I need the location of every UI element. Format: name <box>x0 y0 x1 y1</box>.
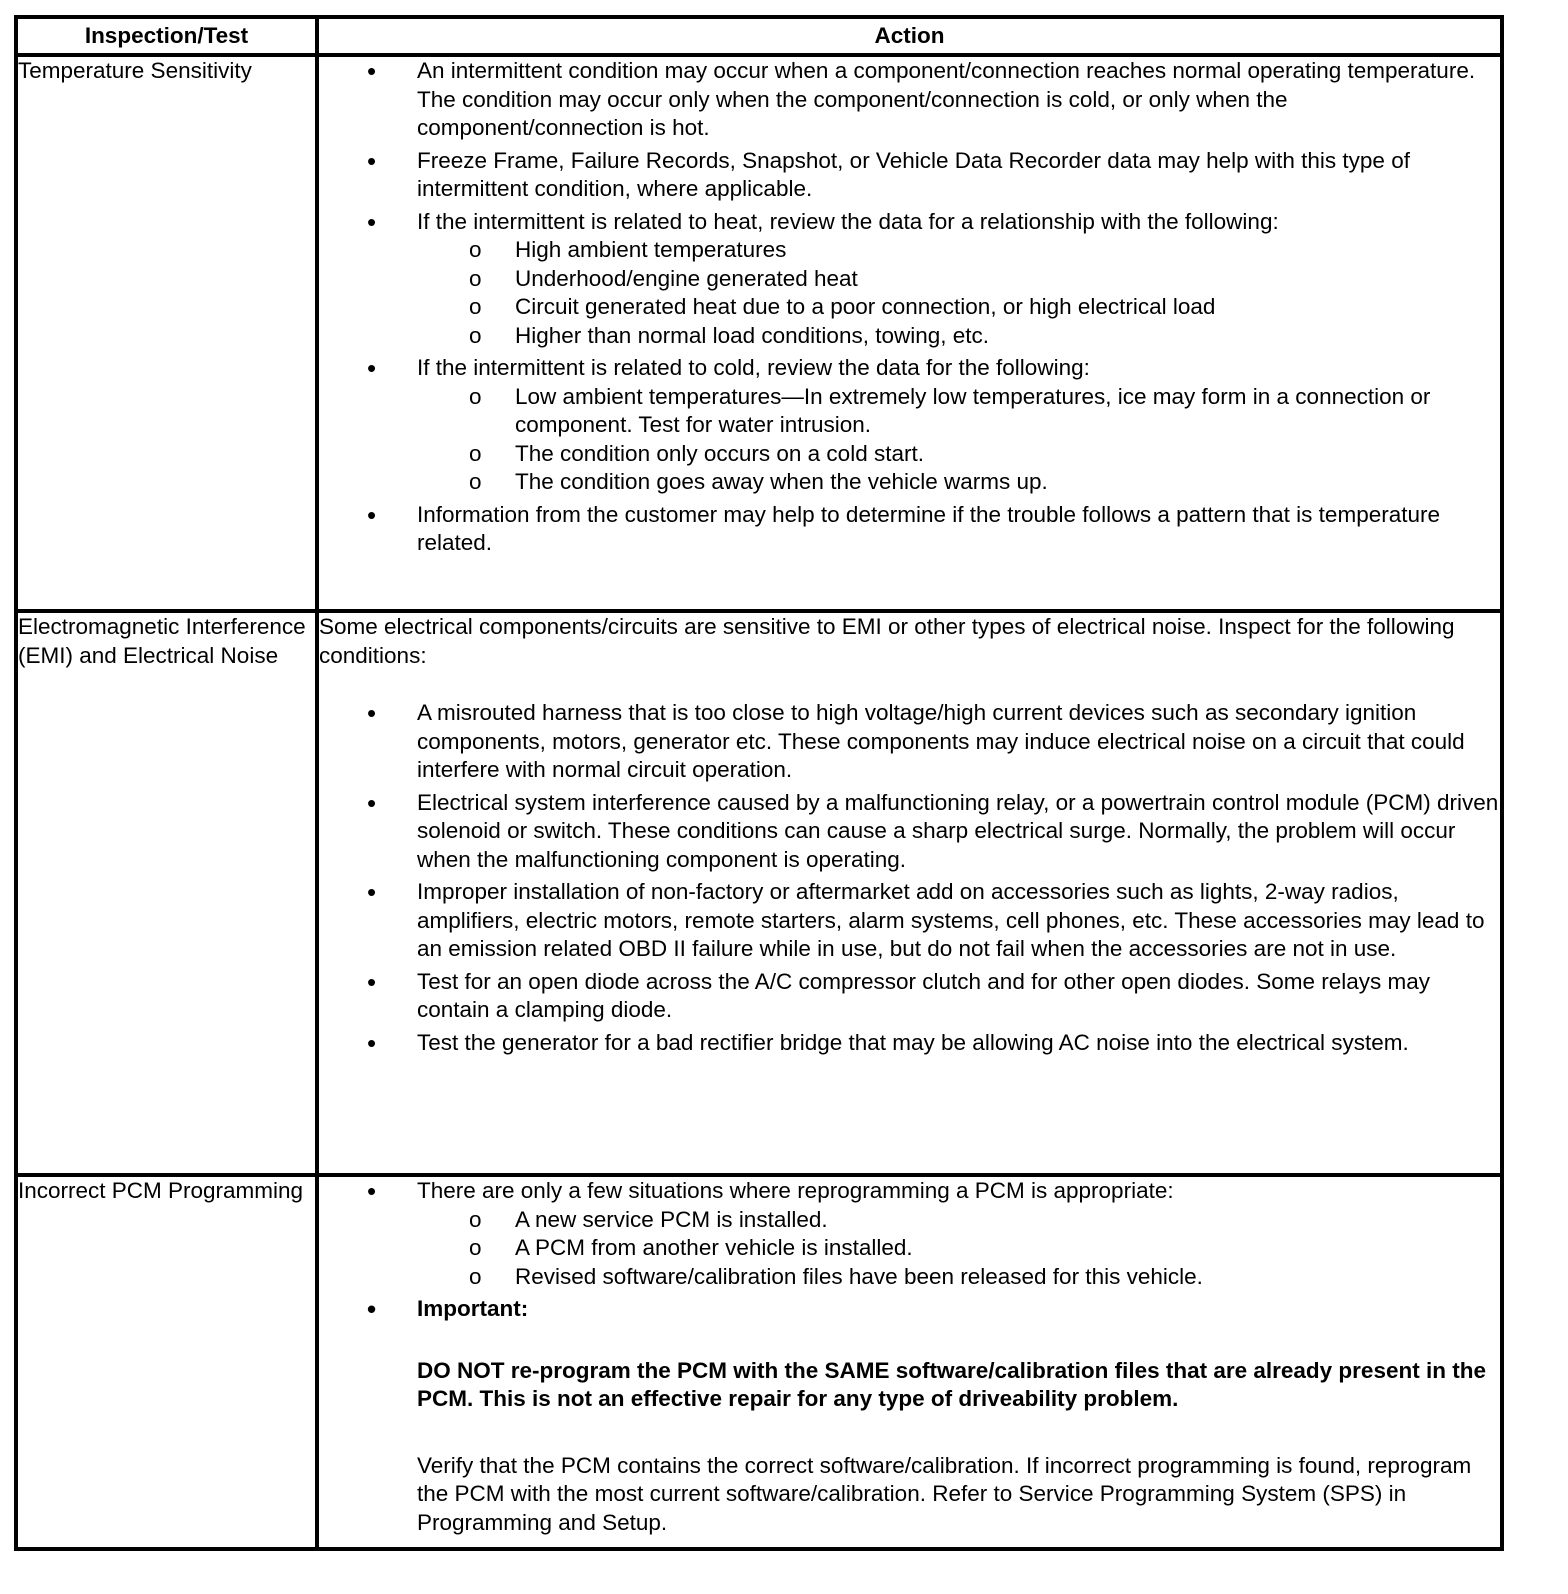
bullet-item: • Test the generator for a bad rectifier bridge that may be allowing AC noise into the electrical system. <box>319 1029 1500 1058</box>
bullet-item: • There are only a few situations where reprogramming a PCM is appropriate: <box>319 1177 1500 1206</box>
bullet-item: • An intermittent condition may occur when a component/connection reaches normal operating temperature. The condition may occur only when the component/connection is cold, or only when the component/connection is hot. <box>319 57 1500 143</box>
header-inspection-test: Inspection/Test <box>16 17 317 55</box>
bullet-item: • Improper installation of non-factory or aftermarket add on accessories such as lights, 2-way radios, amplifiers, electric motors, remote starters, alarm systems, cell phones, etc. These accessories may lead to an emission related OBD II failure while in use, but do not fail when the accessories are not in use. <box>319 878 1500 964</box>
table-row-emi <box>16 611 1502 1175</box>
row-label: Electromagnetic Interference (EMI) and Electrical Noise <box>16 611 317 1175</box>
bullet-item: • Test for an open diode across the A/C compressor clutch and for other open diodes. Some relays may contain a clamping diode. <box>319 968 1500 1025</box>
row-action <box>317 611 1502 1175</box>
sub-list <box>319 1206 1500 1292</box>
sub-item: o Revised software/calibration files have been released for this vehicle. <box>319 1263 1500 1292</box>
row-label: Temperature Sensitivity <box>16 55 317 611</box>
intro-text: Some electrical components/circuits are sensitive to EMI or other types of electrical noise. Inspect for the following conditions: <box>319 614 1455 668</box>
sub-list <box>319 236 1500 350</box>
row-label: Incorrect PCM Programming <box>16 1175 317 1549</box>
bullet-item: • Freeze Frame, Failure Records, Snapshot, or Vehicle Data Recorder data may help with this type of intermittent condition, where applicable. <box>319 147 1500 204</box>
sub-item: o Circuit generated heat due to a poor connection, or high electrical load <box>319 293 1500 322</box>
important-text: DO NOT re-program the PCM with the SAME software/calibration files that are already present in the PCM. This is not an effective repair for any type of driveability problem. <box>417 1357 1486 1411</box>
sub-item: o High ambient temperatures <box>319 236 1500 265</box>
sub-item: o The condition only occurs on a cold start. <box>319 440 1500 469</box>
sub-item: o Underhood/engine generated heat <box>319 265 1500 294</box>
row-action <box>317 1175 1502 1549</box>
table-row-pcm <box>16 1175 1502 1549</box>
row-action <box>317 55 1502 611</box>
bullet-item: • Information from the customer may help to determine if the trouble follows a pattern that is temperature related. <box>319 501 1500 558</box>
bullet-item <box>319 208 1500 237</box>
table-header-row <box>16 17 1502 55</box>
important-label: • Important: <box>319 1295 1500 1324</box>
verify-text: Verify that the PCM contains the correct software/calibration. If incorrect programming is found, reprogram the PCM with the most current software/calibration. Refer to Service Programming System (SPS) in Programming and Setup. <box>417 1452 1472 1535</box>
header-action: Action <box>317 17 1502 55</box>
sub-item: o A PCM from another vehicle is installed. <box>319 1234 1500 1263</box>
sub-list <box>319 383 1500 497</box>
table-row-temperature <box>16 55 1502 611</box>
bullet-item: • A misrouted harness that is too close to high voltage/high current devices such as secondary ignition components, motors, generator etc. These components may induce electrical noise on a circuit that could interfere with normal circuit operation. <box>319 699 1500 785</box>
bullet-item: • Electrical system interference caused by a malfunctioning relay, or a powertrain control module (PCM) driven solenoid or switch. These conditions can cause a sharp electrical surge. Normally, the problem will occur when the malfunctioning component is operating. <box>319 789 1500 875</box>
bullet-text: • If the intermittent is related to heat, review the data for a relationship with the following: <box>417 208 1279 234</box>
sub-item: o A new service PCM is installed. <box>319 1206 1500 1235</box>
sub-item: o Low ambient temperatures—In extremely low temperatures, ice may form in a connection or component. Test for water intrusion. <box>319 383 1500 440</box>
inspection-table <box>14 15 1504 1551</box>
sub-item: o Higher than normal load conditions, towing, etc. <box>319 322 1500 351</box>
sub-item: o The condition goes away when the vehicle warms up. <box>319 468 1500 497</box>
bullet-item: • If the intermittent is related to cold, review the data for the following: <box>319 354 1500 383</box>
